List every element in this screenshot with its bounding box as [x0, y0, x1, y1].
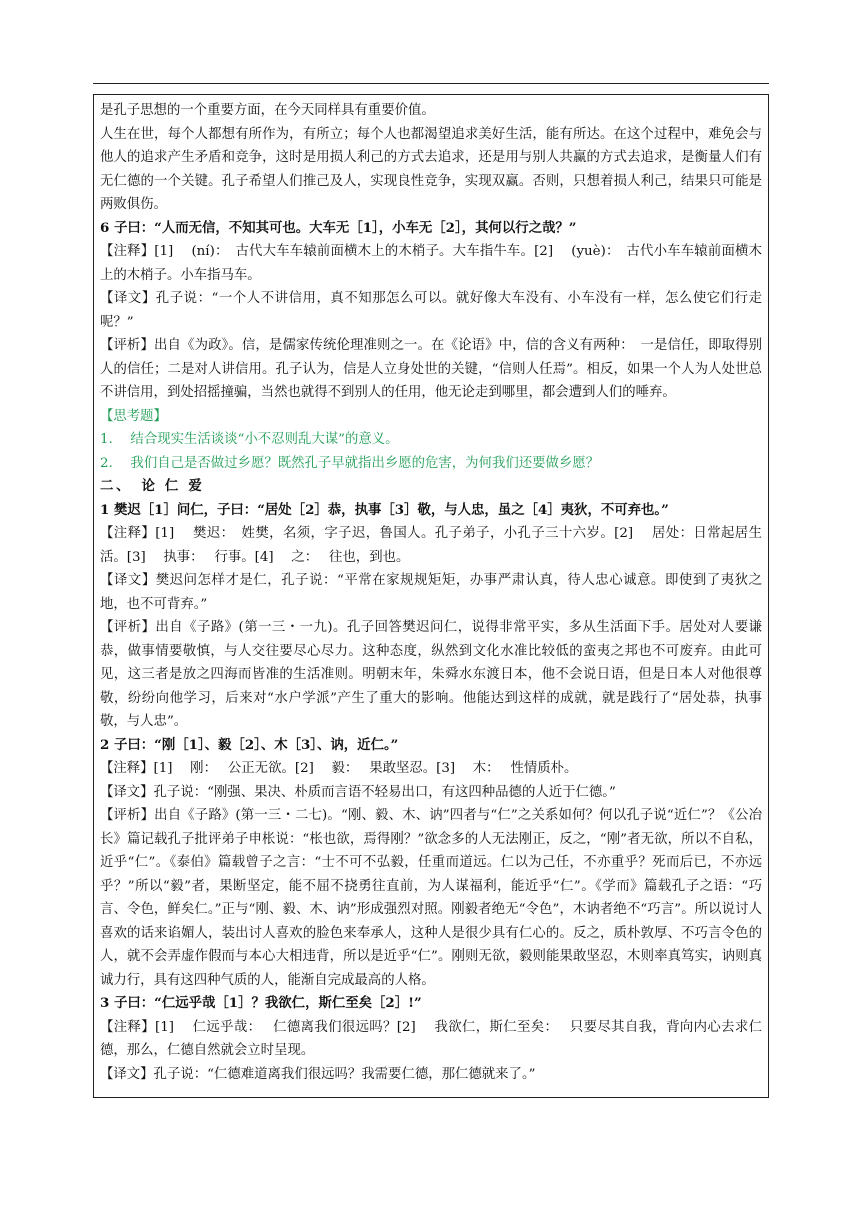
question-item: 2. 我们自己是否做过乡愿？既然孔子早就指出乡愿的危害，为何我们还要做乡愿？ [100, 455, 600, 471]
text-table-cell [93, 94, 769, 1098]
annotation-paragraph: 【注释】[1] 仁远乎哉： 仁德离我们很远吗？[2] 我欲仁，斯仁至矣： 只要尽其自我，背向内心去求仁德，那么，仁德自然就会立时呈现。 [100, 1019, 762, 1058]
commentary-paragraph: 【评析】出自《子路》(第一三・一九)。孔子回答樊迟问仁，说得非常平实，多从生活面下手。居处对人要谦恭，做事情要敬慎，与人交往要尽心尽力。这种态度，纵然到文化水准比较低的蛮夷之邦也不可废弃。由此可见，这三者是放之四海而皆准的生活准则。明朝末年，朱舜水东渡日本，他不会说日语，但是日本人对他很尊敬，纷纷向他学习，后来对“水户学派”产生了重大的影响。他能达到这样的成就，就是践行了“居处恭，执事敬，与人忠”。 [100, 620, 762, 729]
quote-heading: 3 子曰：“仁远乎哉［1］？我欲仁，斯仁至矣［2］!” [100, 995, 422, 1011]
quote-heading: 2 子曰：“刚［1］、毅［2］、木［3］、讷，近仁。” [100, 736, 399, 753]
annotation-paragraph: 【注释】[1] 樊迟： 姓樊，名须，字子迟，鲁国人。孔子弟子，小孔子三十六岁。[2] 居处：日常起居生活。[3] 执事： 行事。[4] 之： 往也，到也。 [100, 526, 762, 565]
commentary-paragraph: 【评析】出自《子路》(第一三・二七)。“刚、毅、木、讷”四者与“仁”之关系如何？何以孔子说“近仁”？《公冶长》篇记载孔子批评弟子申枨说：“枨也欲，焉得刚？”欲念多的人无法刚正，反之，“刚”者无欲，所以不自私，近乎“仁”。《泰伯》篇载曾子之言：“士不可不弘毅，任重而道远。仁以为己任，不亦重乎？死而后已，不亦远乎？”所以“毅”者，果断坚定，能不屈不挠勇往直前，为人谋福利，能近乎“仁”。《学而》篇载孔子之语：“巧言、令色，鲜矣仁。”正与“刚、毅、木、讷”形成强烈对照。刚毅者绝无“令色”，木讷者绝不“巧言”。所以说讨人喜欢的话来谄媚人，装出讨人喜欢的脸色来奉承人，这种人是很少具有仁心的。反之，质朴敦厚、不巧言令色的人，就不会弄虚作假而与本心大相违背，所以是近乎“仁”。刚则无欲，毅则能果敢坚忍，木则率真笃实，讷则真诚力行，具有这四种气质的人，能渐自完成最高的人格。 [100, 808, 762, 988]
annotation-paragraph: 【注释】[1] (ní)： 古代大车车辕前面横木上的木梢子。大车指牛车。[2] (yuè)： 古代小车车辕前面横木上的木梢子。小车指马车。 [100, 244, 762, 283]
translation-paragraph: 【译文】孔子说：“一个人不讲信用，真不知那怎么可以。就好像大车没有、小车没有一样，怎么使它们行走呢？” [100, 291, 762, 330]
paragraph: 人生在世，每个人都想有所作为，有所立；每个人也都渴望追求美好生活，能有所达。在这个过程中，难免会与他人的追求产生矛盾和竞争，这时是用损人利己的方式去追求，还是用与别人共赢的方式去追求，是衡量人们有无仁德的一个关键。孔子希望人们推己及人，实现良性竞争，实现双赢。否则，只想着损人利己，结果只可能是两败俱伤。 [100, 126, 762, 212]
quote-heading: 6 子曰：“人而无信，不知其可也。大车无［1］，小车无［2］，其何以行之哉？” [100, 219, 577, 236]
quote-heading: 1 樊迟［1］问仁，子曰：“居处［2］恭，执事［3］敬，与人忠，虽之［4］夷狄，不可弃也。” [100, 501, 669, 518]
questions-heading: 【思考题】 [100, 408, 167, 424]
question-item: 1. 结合现实生活谈谈“小不忍则乱大谋”的意义。 [100, 432, 399, 447]
translation-paragraph: 【译文】孔子说：“仁德难道离我们很远吗？我需要仁德，那仁德就来了。” [100, 1066, 536, 1082]
annotation-paragraph: 【注释】[1] 刚： 公正无欲。[2] 毅： 果敢坚忍。[3] 木： 性情质朴。 [100, 761, 578, 776]
section-heading: 二、 论 仁 爱 [100, 478, 205, 494]
translation-paragraph: 【译文】孔子说：“刚强、果决、朴质而言语不轻易出口，有这四种品德的人近于仁德。” [100, 784, 616, 800]
paragraph: 是孔子思想的一个重要方面，在今天同样具有重要价值。 [100, 103, 435, 118]
commentary-paragraph: 【评析】出自《为政》。信，是儒家传统伦理准则之一。在《论语》中，信的含义有两种： 一是信任，即取得别人的信任；二是对人讲信用。孔子认为，信是人立身处世的关键，“信则人任焉”。相反，如果一个人为人处世总不讲信用，到处招摇撞骗，当然也就得不到别人的任用，他无论走到哪里，都会遭到人们的唾弃。 [100, 338, 762, 400]
translation-paragraph: 【译文】樊迟问怎样才是仁，孔子说：“平常在家规规矩矩，办事严肃认真，待人忠心诚意。即使到了夷狄之地，也不可背弃。” [100, 573, 762, 612]
